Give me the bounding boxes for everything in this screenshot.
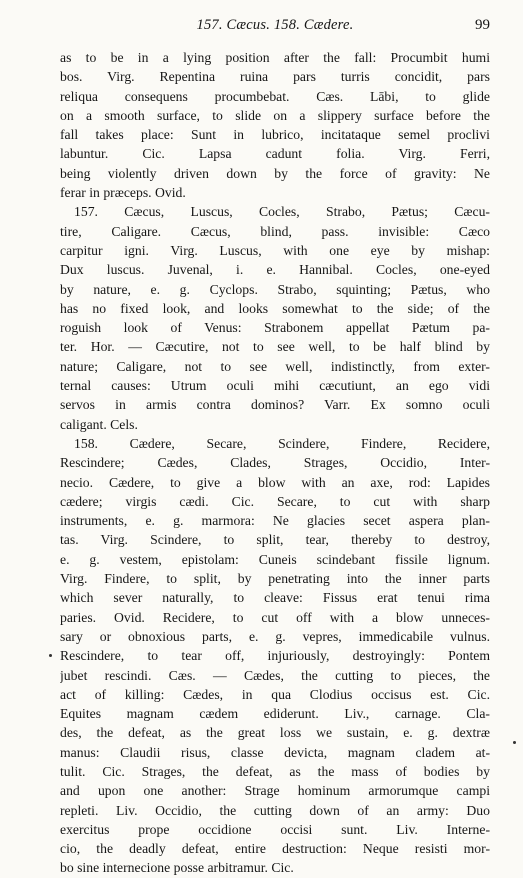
text-line: paries. Ovid. Recidere, to cut off with a blow unneces- <box>60 609 490 625</box>
text-line: e. g. vestem, epistolam: Cuneis scindebant fissile lignum. <box>60 551 490 567</box>
text-line: cio, the deadly defeat, entire destruction: Neque resisti mor- <box>60 841 490 857</box>
text-line: caligant. Cels. <box>60 416 138 432</box>
text-line: manus: Claudii risus, classe devicta, magnam cladem at- <box>60 744 490 760</box>
text-line: on a smooth surface, to slide on a slippery surface before the <box>60 107 490 123</box>
text-line: tulit. Cic. Strages, the defeat, as the mass of bodies by <box>60 763 490 779</box>
text-line: ferar in præceps. Ovid. <box>60 185 186 201</box>
text-line: by nature, e. g. Cyclops. Strabo, squinting; Pætus, who <box>60 281 490 297</box>
text-line: reliqua consequens procumbebat. Cæs. Lābi, to glide <box>60 88 490 104</box>
text-line: cædere; virgis cædi. Cic. Secare, to cut with sharp <box>60 493 490 509</box>
text-line: des, the defeat, as the great loss we sustain, e. g. dextræ <box>60 725 490 741</box>
text-line: carpitur igni. Virg. Luscus, with one eye by mishap: <box>60 242 490 258</box>
text-line: which sever naturally, to cleave: Fissus erat tenui rima <box>60 590 490 606</box>
text-line: instruments, e. g. marmora: Ne glacies secet aspera plan- <box>60 513 490 529</box>
text-line: nature; Caligare, not to see well, indistinctly, from exter- <box>60 358 490 374</box>
text-line: bos. Virg. Repentina ruina pars turris concidit, pars <box>60 69 490 85</box>
text-line: tire, Caligare. Cæcus, blind, pass. invisible: Cæco <box>60 223 490 239</box>
text-line: Virg. Findere, to split, by penetrating into the inner parts <box>60 571 490 587</box>
text-line: servos in armis contra dominos? Varr. Ex somno oculi <box>60 397 490 413</box>
text-line: labuntur. Cic. Lapsa cadunt folia. Virg. Ferri, <box>60 146 490 162</box>
text-line: act of killing: Cædes, in qua Clodius occisus est. Cic. <box>60 686 490 702</box>
text-line: 157. Cæcus, Luscus, Cocles, Strabo, Pætus; Cæcu- <box>74 204 490 220</box>
text-line: necio. Cædere, to give a blow with an axe, rod: Lapides <box>60 474 490 490</box>
running-title: 157. Cæcus. 158. Cædere. <box>196 17 354 33</box>
text-line: Equites magnam cædem ediderunt. Liv., carnage. Cla- <box>60 706 490 722</box>
text-line: Rescindere, to tear off, injuriously, destroyingly: Pontem <box>60 648 490 664</box>
page-number: 99 <box>475 17 490 33</box>
text-line: jubet rescindi. Cæs. — Cædes, the cutting to pieces, the <box>60 667 490 683</box>
text-line: has no fixed look, and looks somewhat to the side; of the <box>60 300 490 316</box>
text-line: ternal causes: Utrum oculi mihi cæcutiunt, an ego vidi <box>60 378 490 394</box>
text-line: tas. Virg. Scindere, to split, tear, thereby to destroy, <box>60 532 490 548</box>
text-line: bo sine internecione posse arbitramur. Cic. <box>60 860 294 876</box>
margin-speck <box>513 741 516 744</box>
text-line: being violently driven down by the force of gravity: Ne <box>60 165 490 181</box>
body-text <box>60 48 490 878</box>
text-line: Rescindere; Cædes, Clades, Strages, Occidio, Inter- <box>60 455 490 471</box>
text-line: fall takes place: Sunt in lubrico, incitataque semel proclivi <box>60 127 490 143</box>
text-line: sary or obnoxious parts, e. g. vepres, immedicabile vulnus. <box>60 628 490 644</box>
text-line: Dux luscus. Juvenal, i. e. Hannibal. Cocles, one-eyed <box>60 262 490 278</box>
text-line: ter. Hor. — Cæcutire, not to see well, to be half blind by <box>60 339 490 355</box>
text-line: 158. Cædere, Secare, Scindere, Findere, Recidere, <box>74 435 490 451</box>
text-line: and upon one another: Strage hominum armorumque campi <box>60 783 490 799</box>
margin-speck <box>49 654 52 657</box>
text-line: as to be in a lying position after the fall: Procumbit humi <box>60 50 490 65</box>
text-line: roguish look of Venus: Strabonem appellat Pætum pa- <box>60 320 490 336</box>
text-line: exercitus prope occidione occisi sunt. Liv. Interne- <box>60 821 490 837</box>
page-header <box>60 17 490 41</box>
text-line: repleti. Liv. Occidio, the cutting down of an army: Duo <box>60 802 490 818</box>
